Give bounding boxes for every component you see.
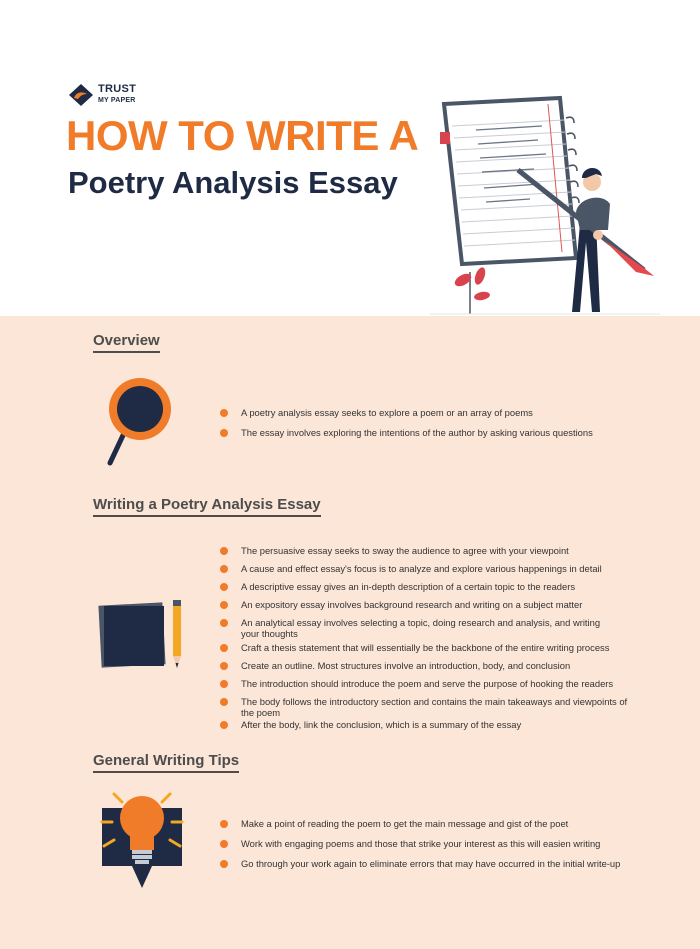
bullet-dot-icon <box>220 820 228 828</box>
list-item-text: The essay involves exploring the intentions of the author by asking various questions <box>241 427 593 438</box>
writing-bullet-list <box>220 545 636 730</box>
bullet-dot-icon <box>220 644 228 652</box>
list-item <box>220 719 636 730</box>
writer-with-notebook-illustration <box>430 92 660 316</box>
list-item-text: Make a point of reading the poem to get the main message and gist of the poet <box>241 818 569 829</box>
list-item-text: Create an outline. Most structures involve an introduction, body, and conclusion <box>241 660 571 671</box>
page-title-line1: HOW TO WRITE A <box>66 112 419 159</box>
bullet-dot-icon <box>220 601 228 609</box>
list-item <box>220 427 593 438</box>
list-item-text: A poetry analysis essay seeks to explore a poem or an array of poems <box>241 407 533 418</box>
list-item-text: An analytical essay involves selecting a topic, doing research and analysis, and writing your thoughts <box>241 617 601 639</box>
bullet-dot-icon <box>220 547 228 555</box>
overview-bullet-list <box>220 407 593 438</box>
list-item <box>220 818 620 829</box>
list-item-text: An expository essay involves background research and writing on a subject matter <box>241 599 583 610</box>
bullet-dot-icon <box>220 429 228 437</box>
bullet-dot-icon <box>220 583 228 591</box>
bullet-dot-icon <box>220 680 228 688</box>
notepad-pencil-icon <box>98 598 188 672</box>
brand-logo-icon <box>68 83 94 107</box>
bullet-dot-icon <box>220 662 228 670</box>
list-item-text: The persuasive essay seeks to sway the audience to agree with your viewpoint <box>241 545 569 556</box>
bullet-dot-icon <box>220 840 228 848</box>
notebook-icon <box>440 98 579 264</box>
lightbulb-icon <box>94 788 190 892</box>
list-item-text: Work with engaging poems and those that strike your interest as this will easien writing <box>241 838 601 849</box>
tips-bullet-list <box>220 818 620 869</box>
bullet-dot-icon <box>220 860 228 868</box>
bullet-dot-icon <box>220 409 228 417</box>
magnifier-icon <box>104 377 176 469</box>
list-item <box>220 581 636 592</box>
list-item <box>220 838 620 849</box>
list-item-text: A cause and effect essay's focus is to analyze and explore various happenings in detail <box>241 563 602 574</box>
section-title-writing: Writing a Poetry Analysis Essay <box>93 496 321 517</box>
section-title-overview: Overview <box>93 332 160 353</box>
list-item <box>220 858 620 869</box>
list-item-text: Craft a thesis statement that will essentially be the backbone of the entire writing process <box>241 642 610 653</box>
brand-logo <box>68 83 136 107</box>
list-item <box>220 642 636 653</box>
list-item <box>220 599 636 610</box>
list-item-text: After the body, link the conclusion, which is a summary of the essay <box>241 719 522 730</box>
section-title-tips: General Writing Tips <box>93 752 239 773</box>
list-item-text: The body follows the introductory section and contains the main takeaways and viewpoints of the poem <box>241 696 628 718</box>
bullet-dot-icon <box>220 619 228 627</box>
plant-icon <box>453 266 491 314</box>
bullet-dot-icon <box>220 721 228 729</box>
list-item <box>220 660 636 671</box>
list-item-text: A descriptive essay gives an in-depth description of a certain topic to the readers <box>241 581 576 592</box>
list-item <box>220 617 601 639</box>
list-item <box>220 563 636 574</box>
list-item <box>220 678 636 689</box>
bullet-dot-icon <box>220 698 228 706</box>
bullet-dot-icon <box>220 565 228 573</box>
brand-name-line2: MY PAPER <box>98 97 136 104</box>
hero-banner <box>0 0 700 316</box>
list-item-text: The introduction should introduce the poem and serve the purpose of hooking the readers <box>241 678 614 689</box>
brand-name-line1: TRUST <box>98 83 137 95</box>
list-item <box>220 407 593 418</box>
list-item-text: Go through your work again to eliminate errors that may have occurred in the initial write-up <box>241 858 621 869</box>
list-item <box>220 545 636 556</box>
list-item <box>220 696 636 718</box>
page-title-line2: Poetry Analysis Essay <box>68 165 398 200</box>
